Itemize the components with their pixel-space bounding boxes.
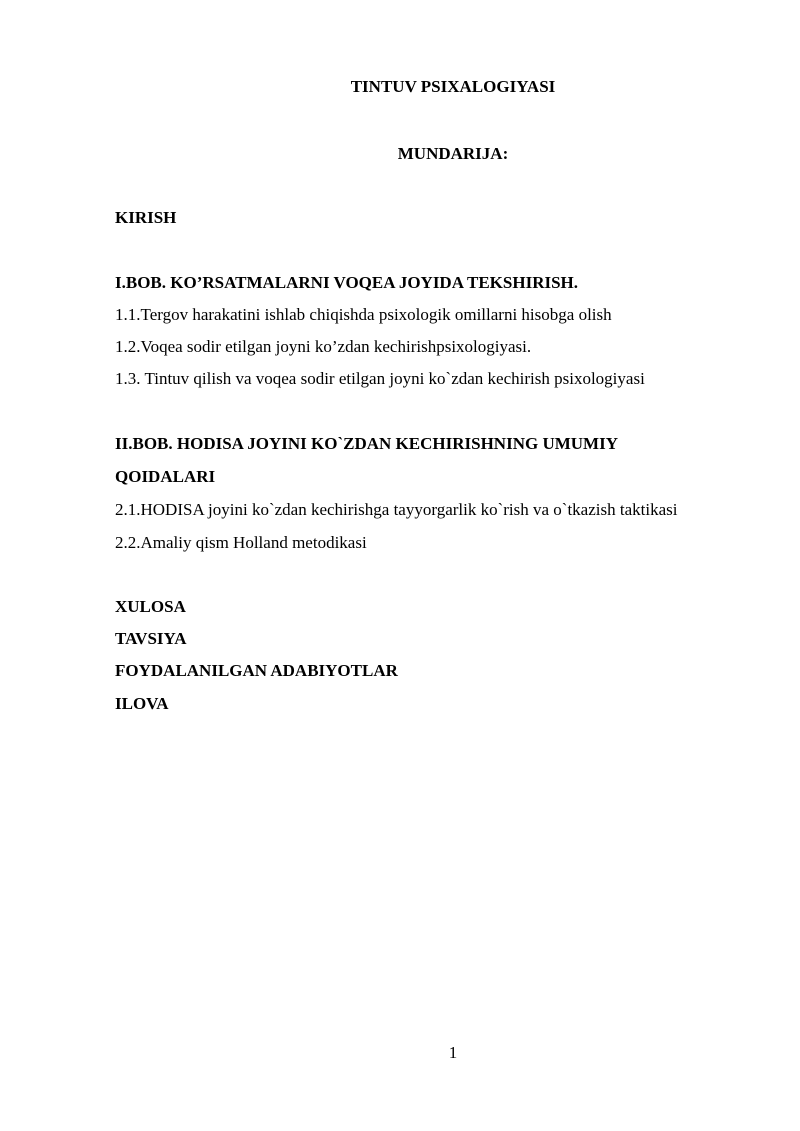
chapter1-item: 1.3. Tintuv qilish va voqea sodir etilgan joyni ko`zdan kechirish psixologiyasi [115, 369, 645, 388]
toc-heading: MUNDARIJA: [397, 144, 509, 163]
document-title: TINTUV PSIXALOGIYASI [350, 77, 556, 96]
chapter2-heading-line2: QOIDALARI [115, 467, 216, 486]
page-number: 1 [448, 1043, 458, 1062]
toc-intro: KIRISH [115, 208, 177, 227]
chapter1-heading: I.BOB. KO’RSATMALARNI VOQEA JOYIDA TEKSHIRISH. [115, 273, 579, 292]
chapter1-item: 1.2.Voqea sodir etilgan joyni ko’zdan kechirishpsixologiyasi. [115, 337, 532, 356]
chapter2-heading-line1: II.BOB. HODISA JOYINI KO`ZDAN KECHIRISHNING UMUMIY [115, 434, 618, 453]
toc-appendix: ILOVA [115, 694, 169, 713]
toc-recommendation: TAVSIYA [115, 629, 187, 648]
chapter2-item: 2.1.HODISA joyini ko`zdan kechirishga tayyorgarlik ko`rish va o`tkazish taktikasi [115, 500, 678, 519]
chapter1-item: 1.1.Tergov harakatini ishlab chiqishda psixologik omillarni hisobga olish [115, 305, 612, 324]
toc-conclusion: XULOSA [115, 597, 186, 616]
chapter2-item: 2.2.Amaliy qism Holland metodikasi [115, 533, 367, 552]
toc-references: FOYDALANILGAN ADABIYOTLAR [115, 661, 398, 680]
